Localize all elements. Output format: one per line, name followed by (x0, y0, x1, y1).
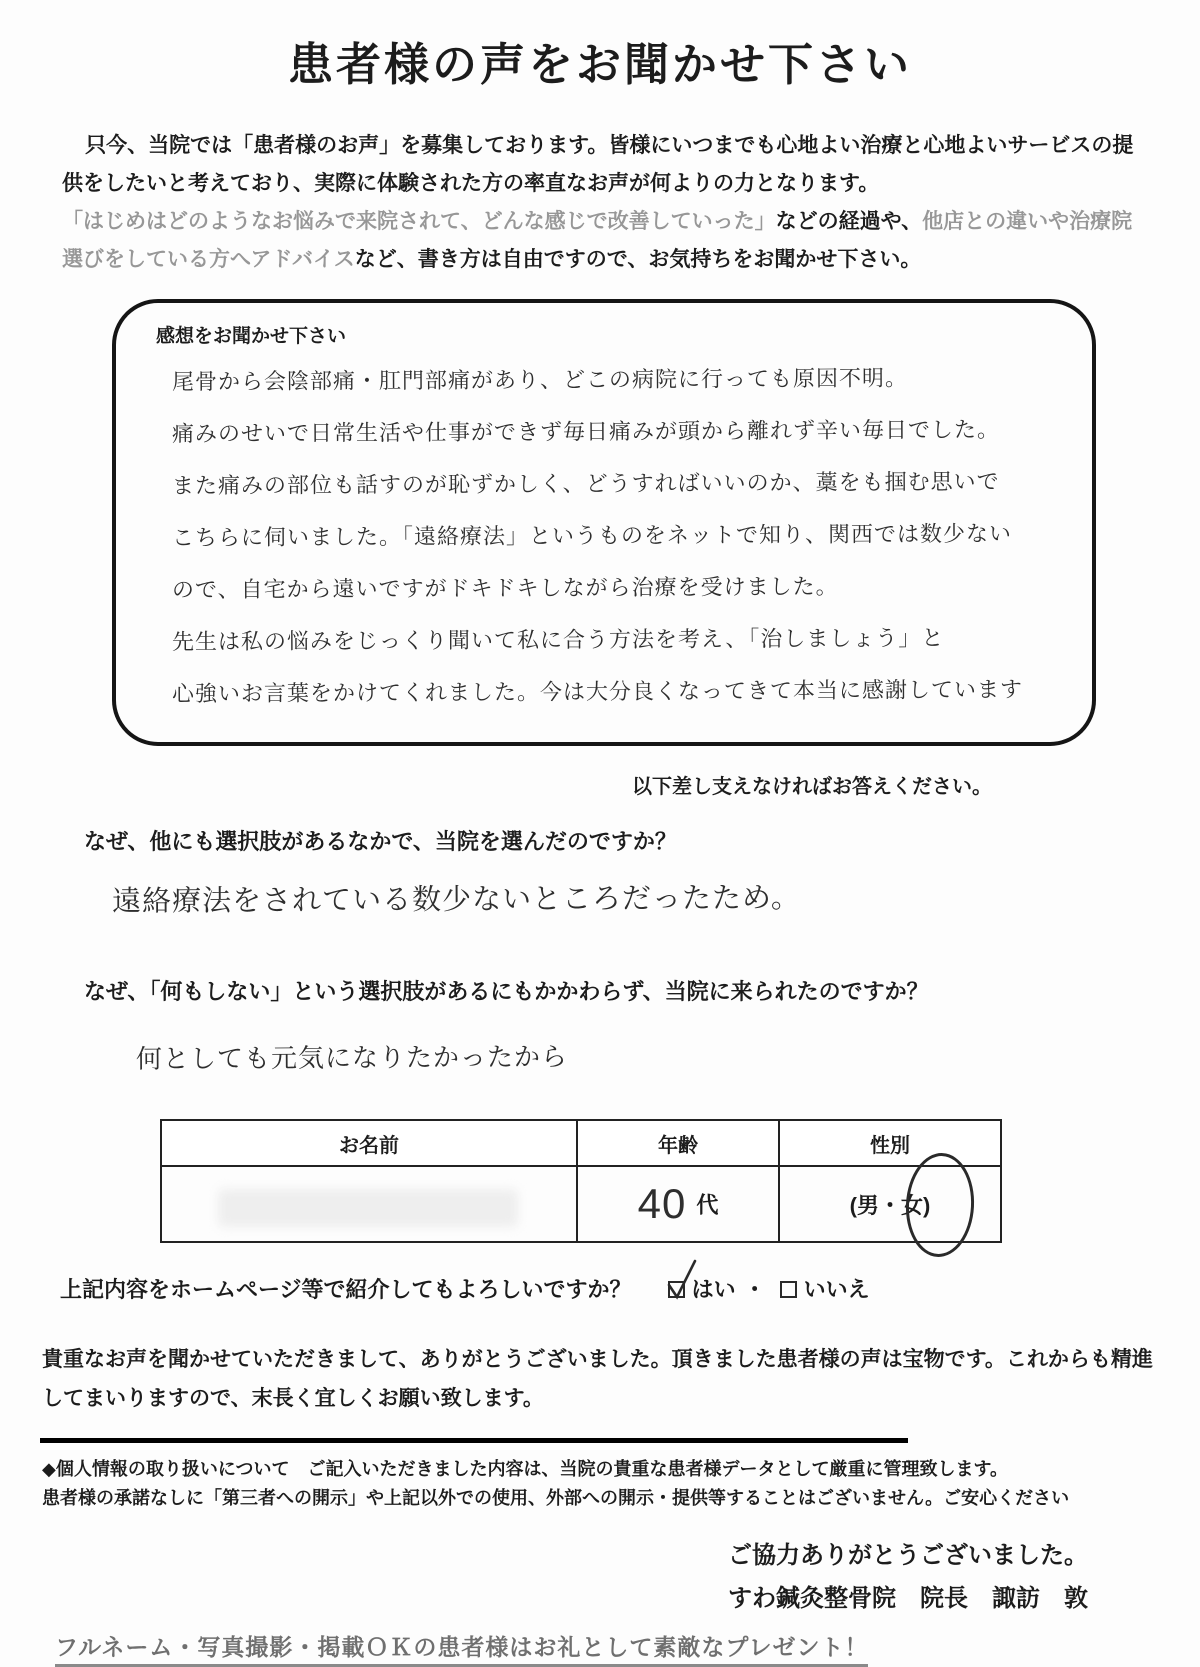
intro-paragraph-1: 只今、当院では「患者様のお声」を募集しております。皆様にいつまでも心地よい治療と心地よいサービスの提供をしたいと考えており、実際に体験された方の率直なお声が何よりの力となります。 (62, 134, 1134, 195)
intro-paragraph-2 (62, 203, 1138, 279)
consent-checkbox-no[interactable] (780, 1279, 799, 1298)
consent-option-no-label: いいえ (803, 1277, 870, 1302)
age-cell (577, 1166, 779, 1242)
consent-separator: ・ (743, 1277, 766, 1302)
thanks-paragraph: 貴重なお声を聞かせていただきまして、ありがとうございました。頂きました患者様の声は宝物です。これからも精進してまいりますので、末長く宜しくお願い致します。 (42, 1348, 1153, 1410)
consent-option-yes-label: はい (691, 1277, 736, 1302)
privacy-line-2: 患者様の承諾なしに「第三者への開示」や上記以外での使用、外部への開示・提供等することはございません。ご安心ください (42, 1488, 1070, 1508)
feedback-line: 痛みのせいで日常生活や仕事ができず毎日痛みが頭から離れず辛い毎日でした。 (171, 416, 1001, 447)
feedback-line: 尾骨から会陰部痛・肛門部痛があり、どこの病院に行っても原因不明。 (171, 365, 909, 395)
redacted-name-smudge (218, 1189, 518, 1227)
age-value-handwritten: 40 (637, 1180, 687, 1227)
checkbox-icon (668, 1281, 685, 1298)
question-1: なぜ、他にも選択肢があるなかで、当院を選んだのですか？ (84, 829, 677, 854)
feedback-line: ので、自宅から遠いですがドキドキしながら治療を受けました。 (171, 573, 839, 603)
intro-black-segment-1: などの経過や、 (775, 210, 923, 233)
column-header-age: 年齢 (577, 1120, 779, 1166)
consent-question: 上記内容をホームページ等で紹介してもよろしいですか？ (60, 1277, 632, 1302)
column-header-name: お名前 (161, 1120, 577, 1166)
question-2: なぜ、「何もしない」という選択肢があるにもかかわらず、当院に来られたのですか？ (84, 979, 929, 1004)
feedback-box-label: 感想をお聞かせ下さい (156, 326, 347, 347)
footer-thanks: ご協力ありがとうございました。 (728, 1542, 1088, 1569)
feedback-line: また痛みの部位も話すのが恥ずかしく、どうすればいいのか、藁をも掴む思いで (171, 468, 1000, 499)
consent-checkbox-yes[interactable] (668, 1279, 687, 1298)
table-header-row (161, 1120, 1001, 1166)
feedback-line: 心強いお言葉をかけてくれました。今は大分良くなってきて本当に感謝しています (171, 676, 1024, 707)
intro-black-segment-2: など、書き方は自由ですので、お気持ちをお聞かせ下さい。 (354, 248, 922, 271)
gender-cell (779, 1166, 1001, 1242)
privacy-line-1: ◆個人情報の取り扱いについて ご記入いただきました内容は、当院の貴重な患者様データとして厳重に管理致します。 (42, 1459, 1009, 1479)
consent-row (60, 1273, 1200, 1304)
table-row (161, 1166, 1001, 1242)
column-header-gender: 性別 (779, 1120, 1001, 1166)
intro-gray-segment-1: 「はじめはどのようなお悩みで来院されて、どんな感じで改善していった」 (62, 210, 776, 233)
divider-line (40, 1438, 908, 1443)
name-cell (161, 1166, 577, 1242)
privacy-note (42, 1455, 1160, 1513)
promo-note: フルネーム・写真撮影・掲載ＯＫの患者様はお礼として素敵なプレゼント！ (55, 1629, 868, 1667)
clinic-signature: すわ鍼灸整骨院 院長 諏訪 敦 (728, 1585, 1088, 1612)
answer-1: 遠絡療法をされている数少ないところだったため。 (111, 882, 801, 918)
checkbox-icon (780, 1281, 797, 1298)
page-title: 患者様の声をお聞かせ下さい (287, 39, 912, 90)
gender-options-label: (男・女) (849, 1192, 931, 1218)
age-unit-label: 代 (696, 1192, 719, 1218)
feedback-box (112, 299, 1096, 746)
feedback-line: こちらに伺いました。「遠絡療法」というものをネットで知り、関西では数少ない (171, 520, 1013, 551)
answer-2: 何としても元気になりたかったから (135, 1041, 569, 1074)
feedback-line: 先生は私の悩みをじっくり聞いて私に合う方法を考え、「治しましょう」と (171, 625, 945, 655)
intro-text (62, 127, 1138, 279)
patient-info-table (160, 1119, 1002, 1243)
intro-gray-segment-2: 他店との違いや治療院選びをしている方へアドバイス (62, 210, 1133, 271)
optional-answer-note: 以下差し支えなければお答えください。 (632, 776, 992, 798)
